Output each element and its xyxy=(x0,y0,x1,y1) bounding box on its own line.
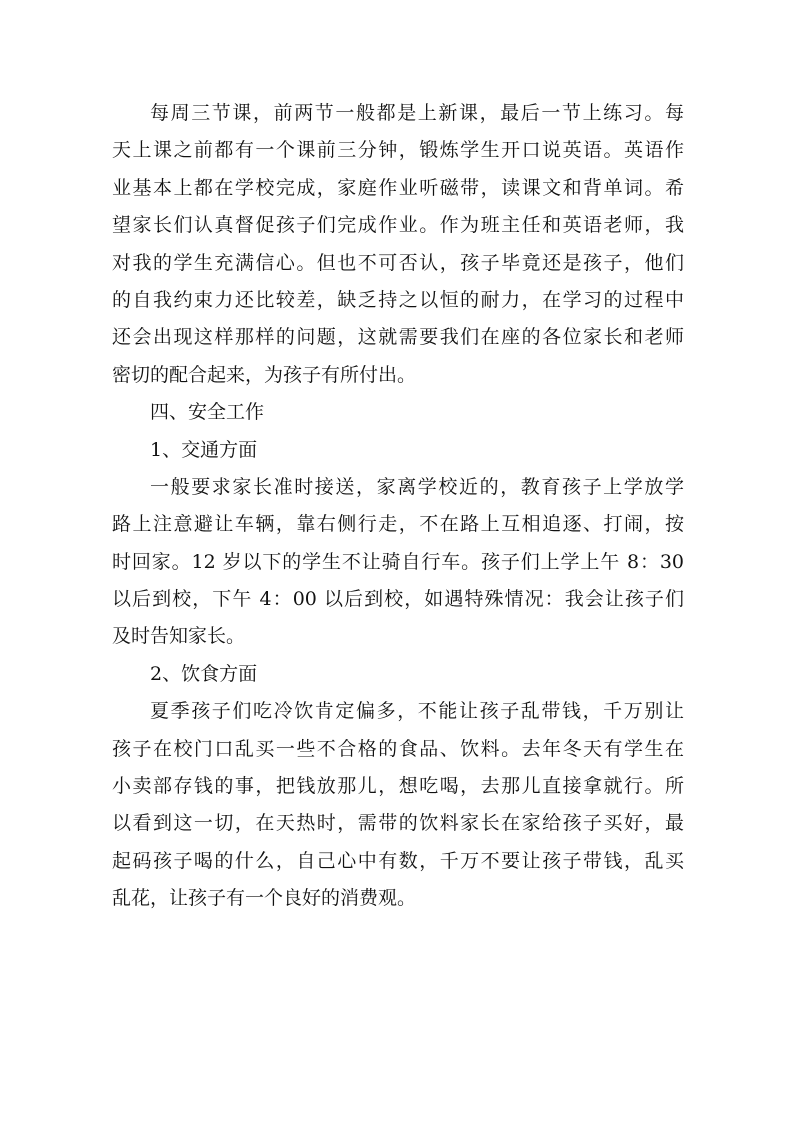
subsection-heading: 2、饮食方面 xyxy=(150,662,258,685)
paragraph-line: 起码孩子喝的什么，自己心中有数，千万不要让孩子带钱，乱买 xyxy=(112,849,684,872)
document-body xyxy=(112,95,684,918)
paragraph-line: 路上注意避让车辆，靠右侧行走，不在路上互相追逐、打闹，按 xyxy=(112,513,684,536)
paragraph-line: 还会出现这样那样的问题，这就需要我们在座的各位家长和老师 xyxy=(112,326,684,349)
paragraph-line: 天上课之前都有一个课前三分钟，锻炼学生开口说英语。英语作 xyxy=(112,139,684,162)
paragraph-line: 密切的配合起来，为孩子有所付出。 xyxy=(112,363,417,386)
paragraph-line: 以看到这一切，在天热时，需带的饮料家长在家给孩子买好，最 xyxy=(112,812,684,835)
paragraph-line: 一般要求家长准时接送，家离学校近的，教育孩子上学放学 xyxy=(150,475,684,498)
section-heading: 四、安全工作 xyxy=(150,401,265,424)
paragraph-line: 夏季孩子们吃冷饮肯定偏多，不能让孩子乱带钱，千万别让 xyxy=(150,700,684,723)
paragraph-line: 的自我约束力还比较差，缺乏持之以恒的耐力，在学习的过程中 xyxy=(112,288,684,311)
subsection-heading: 1、交通方面 xyxy=(150,438,258,461)
paragraph-line: 业基本上都在学校完成，家庭作业听磁带，读课文和背单词。希 xyxy=(112,176,684,199)
paragraph-line: 及时告知家长。 xyxy=(112,625,246,648)
paragraph-line: 小卖部存钱的事，把钱放那儿，想吃喝，去那儿直接拿就行。所 xyxy=(112,775,684,798)
paragraph-line: 时回家。12 岁以下的学生不让骑自行车。孩子们上学上午 8：30 xyxy=(112,550,684,573)
paragraph-line: 以后到校，下午 4：00 以后到校，如遇特殊情况：我会让孩子们 xyxy=(112,588,684,611)
paragraph-line: 望家长们认真督促孩子们完成作业。作为班主任和英语老师，我 xyxy=(112,214,684,237)
paragraph-line: 每周三节课，前两节一般都是上新课，最后一节上练习。每 xyxy=(150,102,684,124)
paragraph-line: 乱花，让孩子有一个良好的消费观。 xyxy=(112,887,417,910)
paragraph-line: 孩子在校门口乱买一些不合格的食品、饮料。去年冬天有学生在 xyxy=(112,737,684,760)
paragraph-line: 对我的学生充满信心。但也不可否认，孩子毕竟还是孩子，他们 xyxy=(112,251,684,274)
